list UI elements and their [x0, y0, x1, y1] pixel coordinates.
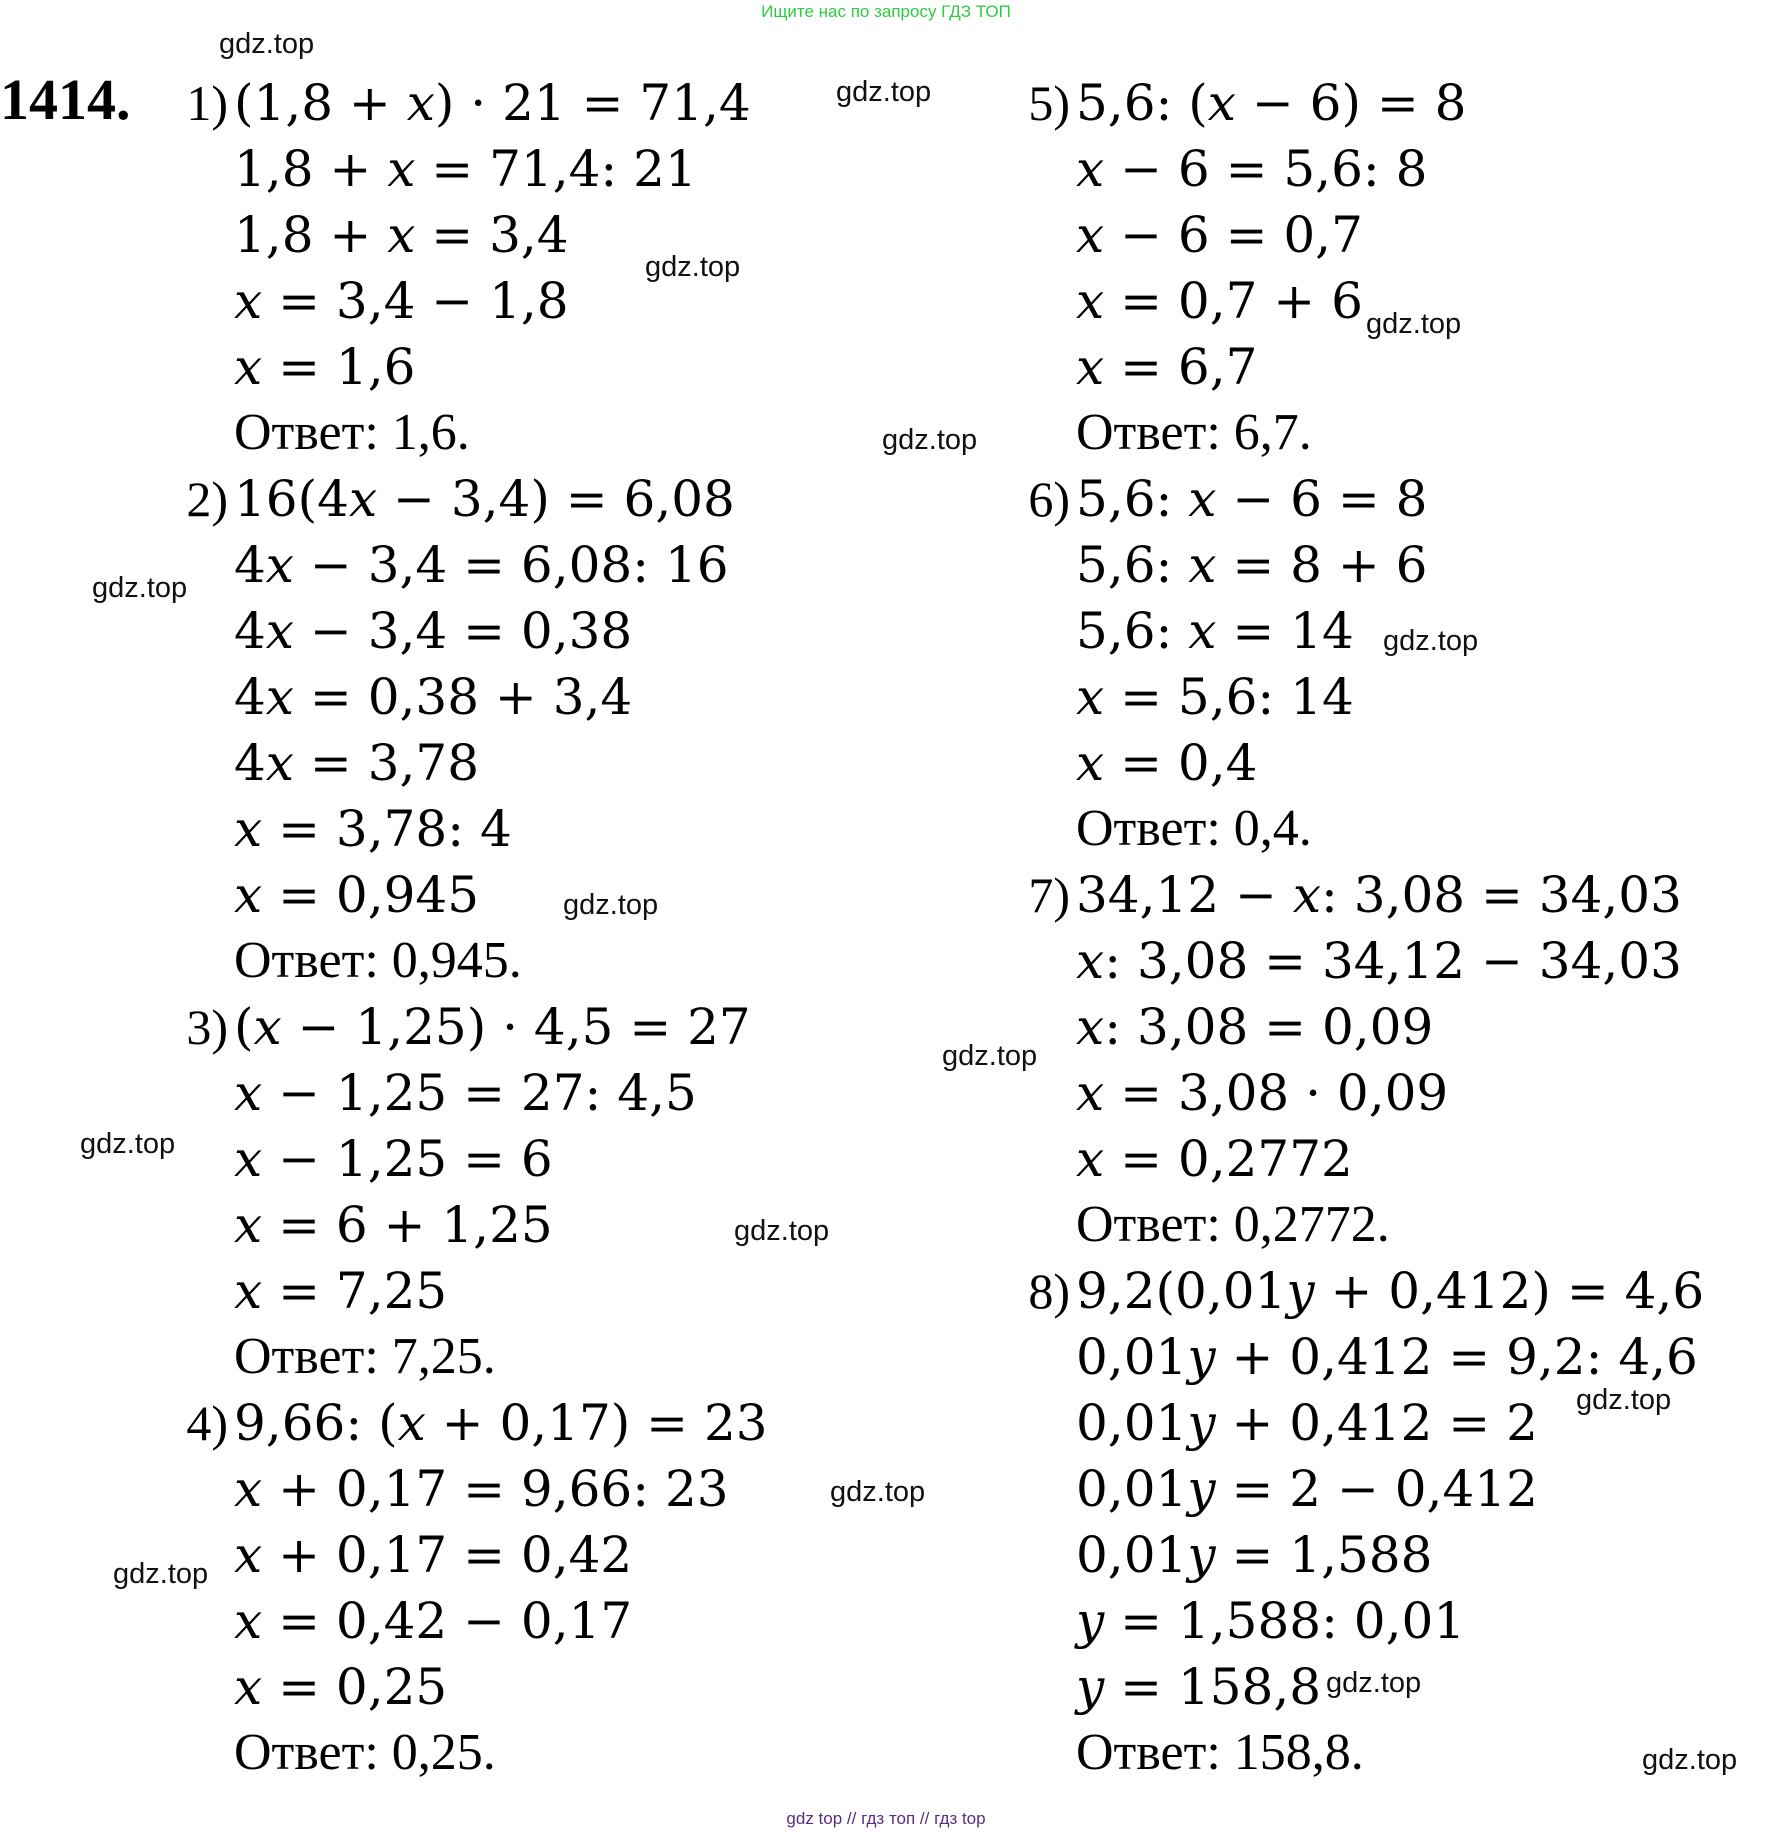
equation-text: 4𝑥 − 3,4 = 0,38 — [234, 602, 633, 660]
task-number: 4) — [186, 1395, 228, 1451]
equation-text: 𝑥 = 0,25 — [234, 1658, 448, 1716]
equation-line — [1012, 862, 1704, 928]
equation-line — [1012, 1324, 1704, 1390]
task-number: 1) — [186, 75, 228, 131]
equation-text: 𝑥 = 0,2772 — [1076, 1130, 1353, 1188]
equation-line — [170, 1456, 768, 1522]
equation-text: 𝑥 = 3,78: 4 — [234, 800, 512, 858]
equation-text: 4𝑥 = 0,38 + 3,4 — [234, 668, 633, 726]
equation-text: 𝑥 = 7,25 — [234, 1262, 448, 1320]
task-7 — [1012, 862, 1704, 1258]
watermark: gdz.top — [219, 28, 315, 60]
equation-line — [1012, 1126, 1704, 1192]
equation-text: (1,8 + 𝑥) · 21 = 71,4 — [234, 74, 751, 132]
equation-text: 𝑥 − 6 = 0,7 — [1076, 206, 1363, 264]
equation-text: 5,6: 𝑥 = 8 + 6 — [1076, 536, 1428, 594]
equation-line — [170, 1192, 768, 1258]
equation-line — [170, 1654, 768, 1720]
equation-text: 0,01𝑦 + 0,412 = 9,2: 4,6 — [1076, 1328, 1698, 1386]
task-number: 5) — [1028, 75, 1070, 131]
task-number: 7) — [1028, 867, 1070, 923]
equation-text: (𝑥 − 1,25) · 4,5 = 27 — [234, 998, 751, 1056]
task-8 — [1012, 1258, 1704, 1786]
watermark: gdz.top — [563, 889, 659, 921]
equation-line — [170, 1258, 768, 1324]
equation-text: 𝑥 = 6 + 1,25 — [234, 1196, 553, 1254]
equation-text: 4𝑥 = 3,78 — [234, 734, 480, 792]
task-5 — [1012, 70, 1704, 466]
answer-line: Ответ: 7,25. — [234, 1328, 496, 1385]
equation-text: 𝑥 = 0,7 + 6 — [1076, 272, 1363, 330]
task-number: 8) — [1028, 1263, 1070, 1319]
equation-text: 𝑥 = 6,7 — [1076, 338, 1258, 396]
footer-links[interactable]: gdz top // гдз топ // гдз top — [786, 1809, 986, 1828]
equation-line — [1012, 70, 1704, 136]
answer-line: Ответ: 0,4. — [1076, 800, 1312, 857]
equation-line — [170, 136, 768, 202]
equation-line — [1012, 664, 1704, 730]
equation-line — [170, 730, 768, 796]
watermark: gdz.top — [836, 76, 932, 108]
right-column — [1012, 70, 1704, 1786]
equation-line — [1012, 268, 1704, 334]
watermark: gdz.top — [1326, 1667, 1422, 1699]
equation-text: 1,8 + 𝑥 = 71,4: 21 — [234, 140, 697, 198]
equation-line — [170, 1126, 768, 1192]
equation-text: 𝑥 − 1,25 = 27: 4,5 — [234, 1064, 697, 1122]
equation-line — [1012, 598, 1704, 664]
task-6 — [1012, 466, 1704, 862]
equation-text: 𝑥 − 6 = 5,6: 8 — [1076, 140, 1428, 198]
watermark: gdz.top — [1642, 1744, 1738, 1776]
equation-text: 𝑥 + 0,17 = 9,66: 23 — [234, 1460, 729, 1518]
problem-number: 1414. — [0, 67, 131, 132]
equation-line — [1012, 532, 1704, 598]
equation-text: 𝑥: 3,08 = 34,12 − 34,03 — [1076, 932, 1682, 990]
watermark: gdz.top — [80, 1128, 176, 1160]
equation-text: 𝑥 = 0,42 − 0,17 — [234, 1592, 633, 1650]
equation-line — [170, 532, 768, 598]
equation-line — [1012, 928, 1704, 994]
equation-text: 0,01𝑦 = 2 − 0,412 — [1076, 1460, 1538, 1518]
watermark: gdz.top — [1383, 625, 1479, 657]
equation-line — [170, 994, 768, 1060]
equation-line — [170, 70, 768, 136]
equation-text: 𝑥 = 3,08 · 0,09 — [1076, 1064, 1449, 1122]
equation-line — [170, 598, 768, 664]
equation-line — [1012, 994, 1704, 1060]
answer-line: Ответ: 0,945. — [234, 932, 522, 989]
equation-line — [1012, 136, 1704, 202]
equation-text: 𝑥 = 1,6 — [234, 338, 416, 396]
equation-line — [170, 334, 768, 400]
equation-text: 1,8 + 𝑥 = 3,4 — [234, 206, 569, 264]
equation-line — [1012, 334, 1704, 400]
answer-line: Ответ: 6,7. — [1076, 404, 1312, 461]
equation-text: 4𝑥 − 3,4 = 6,08: 16 — [234, 536, 729, 594]
equation-text: 34,12 − 𝑥: 3,08 = 34,03 — [1076, 866, 1682, 924]
equation-line — [170, 664, 768, 730]
answer-line: Ответ: 158,8. — [1076, 1724, 1364, 1781]
equation-text: 5,6: 𝑥 = 14 — [1076, 602, 1354, 660]
task-3 — [170, 994, 768, 1390]
equation-text: 16(4𝑥 − 3,4) = 6,08 — [234, 470, 735, 528]
equation-text: 0,01𝑦 = 1,588 — [1076, 1526, 1433, 1584]
equation-line — [1012, 730, 1704, 796]
equation-text: 𝑥 + 0,17 = 0,42 — [234, 1526, 633, 1584]
answer-line: Ответ: 0,2772. — [1076, 1196, 1390, 1253]
watermark: gdz.top — [734, 1215, 830, 1247]
watermark: gdz.top — [645, 251, 741, 283]
equation-text: 𝑥 − 1,25 = 6 — [234, 1130, 553, 1188]
equation-line — [1012, 1456, 1704, 1522]
equation-line — [170, 796, 768, 862]
equation-line — [170, 1060, 768, 1126]
equation-line — [1012, 1258, 1704, 1324]
top-banner[interactable]: Ищите нас по запросу ГДЗ ТОП — [761, 2, 1011, 21]
equation-line — [170, 1390, 768, 1456]
task-number: 6) — [1028, 471, 1070, 527]
left-column — [170, 70, 768, 1786]
equation-text: 𝑦 = 158,8 — [1076, 1658, 1322, 1716]
equation-text: 9,66: (𝑥 + 0,17) = 23 — [234, 1394, 768, 1452]
equation-text: 0,01𝑦 + 0,412 = 2 — [1076, 1394, 1538, 1452]
watermark: gdz.top — [942, 1040, 1038, 1072]
task-4 — [170, 1390, 768, 1786]
equation-line — [170, 466, 768, 532]
equation-text: 𝑥 = 3,4 − 1,8 — [234, 272, 569, 330]
equation-line — [170, 1588, 768, 1654]
watermark: gdz.top — [1576, 1384, 1672, 1416]
watermark: gdz.top — [113, 1558, 209, 1590]
equation-text: 5,6: 𝑥 − 6 = 8 — [1076, 470, 1428, 528]
watermark: gdz.top — [830, 1476, 926, 1508]
equation-text: 𝑥 = 5,6: 14 — [1076, 668, 1354, 726]
task-number: 3) — [186, 999, 228, 1055]
task-number: 2) — [186, 471, 228, 527]
equation-line — [1012, 1060, 1704, 1126]
equation-text: 5,6: (𝑥 − 6) = 8 — [1076, 74, 1467, 132]
equation-line — [170, 1522, 768, 1588]
answer-line: Ответ: 1,6. — [234, 404, 470, 461]
task-2 — [170, 466, 768, 994]
watermark: gdz.top — [882, 424, 978, 456]
equation-line — [1012, 202, 1704, 268]
equation-text: 𝑦 = 1,588: 0,01 — [1076, 1592, 1466, 1650]
equation-line — [1012, 1588, 1704, 1654]
watermark: gdz.top — [1366, 308, 1462, 340]
equation-line — [1012, 1522, 1704, 1588]
equation-text: 9,2(0,01𝑦 + 0,412) = 4,6 — [1076, 1262, 1705, 1320]
equation-text: 𝑥 = 0,4 — [1076, 734, 1258, 792]
equation-line — [170, 862, 768, 928]
watermark: gdz.top — [92, 572, 188, 604]
equation-text: 𝑥: 3,08 = 0,09 — [1076, 998, 1434, 1056]
answer-line: Ответ: 0,25. — [234, 1724, 496, 1781]
equation-text: 𝑥 = 0,945 — [234, 866, 480, 924]
equation-line — [1012, 466, 1704, 532]
